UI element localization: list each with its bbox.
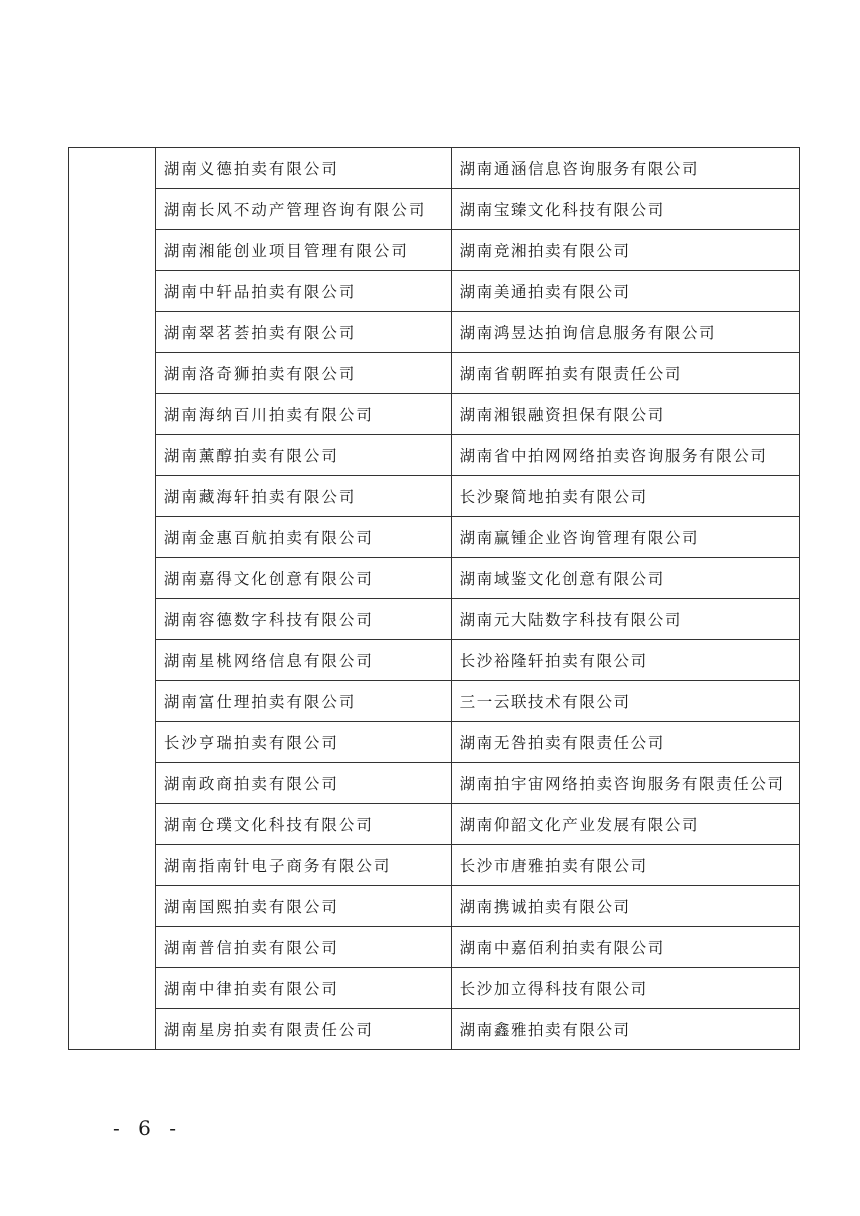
table-row: [69, 1009, 800, 1050]
table-row: [69, 148, 800, 189]
table-row: [69, 271, 800, 312]
table-row: [69, 722, 800, 763]
table-row: [69, 804, 800, 845]
company-name-left: 湖南国熙拍卖有限公司: [155, 886, 451, 927]
company-name-right: 湖南拍宇宙网络拍卖咨询服务有限责任公司: [451, 763, 799, 804]
company-name-left: 湖南普信拍卖有限公司: [155, 927, 451, 968]
table-row: [69, 517, 800, 558]
company-name-left: 湖南洛奇狮拍卖有限公司: [155, 353, 451, 394]
company-name-left: 湖南翠茗荟拍卖有限公司: [155, 312, 451, 353]
company-name-left: 湖南长风不动产管理咨询有限公司: [155, 189, 451, 230]
table-row: [69, 476, 800, 517]
company-name-right: 湖南携诚拍卖有限公司: [451, 886, 799, 927]
company-name-right: 湖南通涵信息咨询服务有限公司: [451, 148, 799, 189]
table-row: [69, 312, 800, 353]
page-number: - 6 -: [113, 1116, 182, 1140]
company-name-left: 湖南藏海轩拍卖有限公司: [155, 476, 451, 517]
company-name-right: 长沙裕隆轩拍卖有限公司: [451, 640, 799, 681]
company-name-left: 湖南湘能创业项目管理有限公司: [155, 230, 451, 271]
company-name-right: 长沙聚简地拍卖有限公司: [451, 476, 799, 517]
company-table-body: [69, 148, 800, 1050]
company-name-left: 湖南中律拍卖有限公司: [155, 968, 451, 1009]
category-cell: [69, 148, 156, 1050]
company-name-left: 湖南星桃网络信息有限公司: [155, 640, 451, 681]
table-row: [69, 886, 800, 927]
company-name-right: 湖南省朝晖拍卖有限责任公司: [451, 353, 799, 394]
table-row: [69, 558, 800, 599]
company-name-right: 长沙市唐雅拍卖有限公司: [451, 845, 799, 886]
company-table: [68, 147, 800, 1050]
table-row: [69, 968, 800, 1009]
company-name-left: 湖南薰醇拍卖有限公司: [155, 435, 451, 476]
company-name-left: 湖南容德数字科技有限公司: [155, 599, 451, 640]
company-name-left: 湖南指南针电子商务有限公司: [155, 845, 451, 886]
company-name-right: 湖南鑫雅拍卖有限公司: [451, 1009, 799, 1050]
table-row: [69, 763, 800, 804]
company-name-left: 湖南义德拍卖有限公司: [155, 148, 451, 189]
company-name-right: 湖南元大陆数字科技有限公司: [451, 599, 799, 640]
table-row: [69, 640, 800, 681]
company-name-right: 湖南省中拍网网络拍卖咨询服务有限公司: [451, 435, 799, 476]
company-name-left: 湖南海纳百川拍卖有限公司: [155, 394, 451, 435]
company-name-left: 湖南富仕理拍卖有限公司: [155, 681, 451, 722]
table-row: [69, 681, 800, 722]
company-name-right: 湖南中嘉佰利拍卖有限公司: [451, 927, 799, 968]
table-row: [69, 230, 800, 271]
table-row: [69, 353, 800, 394]
company-name-right: 湖南竞湘拍卖有限公司: [451, 230, 799, 271]
company-name-left: 长沙亨瑞拍卖有限公司: [155, 722, 451, 763]
company-name-right: 湖南无咎拍卖有限责任公司: [451, 722, 799, 763]
table-row: [69, 435, 800, 476]
table-row: [69, 927, 800, 968]
company-name-right: 湖南赢锺企业咨询管理有限公司: [451, 517, 799, 558]
company-name-left: 湖南仓璞文化科技有限公司: [155, 804, 451, 845]
table-row: [69, 394, 800, 435]
company-name-right: 湖南鸿昱达拍询信息服务有限公司: [451, 312, 799, 353]
company-name-left: 湖南政商拍卖有限公司: [155, 763, 451, 804]
company-name-left: 湖南嘉得文化创意有限公司: [155, 558, 451, 599]
table-row: [69, 189, 800, 230]
company-name-left: 湖南星房拍卖有限责任公司: [155, 1009, 451, 1050]
company-name-right: 湖南仰韶文化产业发展有限公司: [451, 804, 799, 845]
company-name-right: 湖南美通拍卖有限公司: [451, 271, 799, 312]
company-name-right: 三一云联技术有限公司: [451, 681, 799, 722]
table-row: [69, 845, 800, 886]
company-name-right: 长沙加立得科技有限公司: [451, 968, 799, 1009]
table-row: [69, 599, 800, 640]
company-name-right: 湖南域鉴文化创意有限公司: [451, 558, 799, 599]
company-name-left: 湖南金惠百航拍卖有限公司: [155, 517, 451, 558]
company-name-right: 湖南湘银融资担保有限公司: [451, 394, 799, 435]
company-name-right: 湖南宝臻文化科技有限公司: [451, 189, 799, 230]
company-name-left: 湖南中轩品拍卖有限公司: [155, 271, 451, 312]
